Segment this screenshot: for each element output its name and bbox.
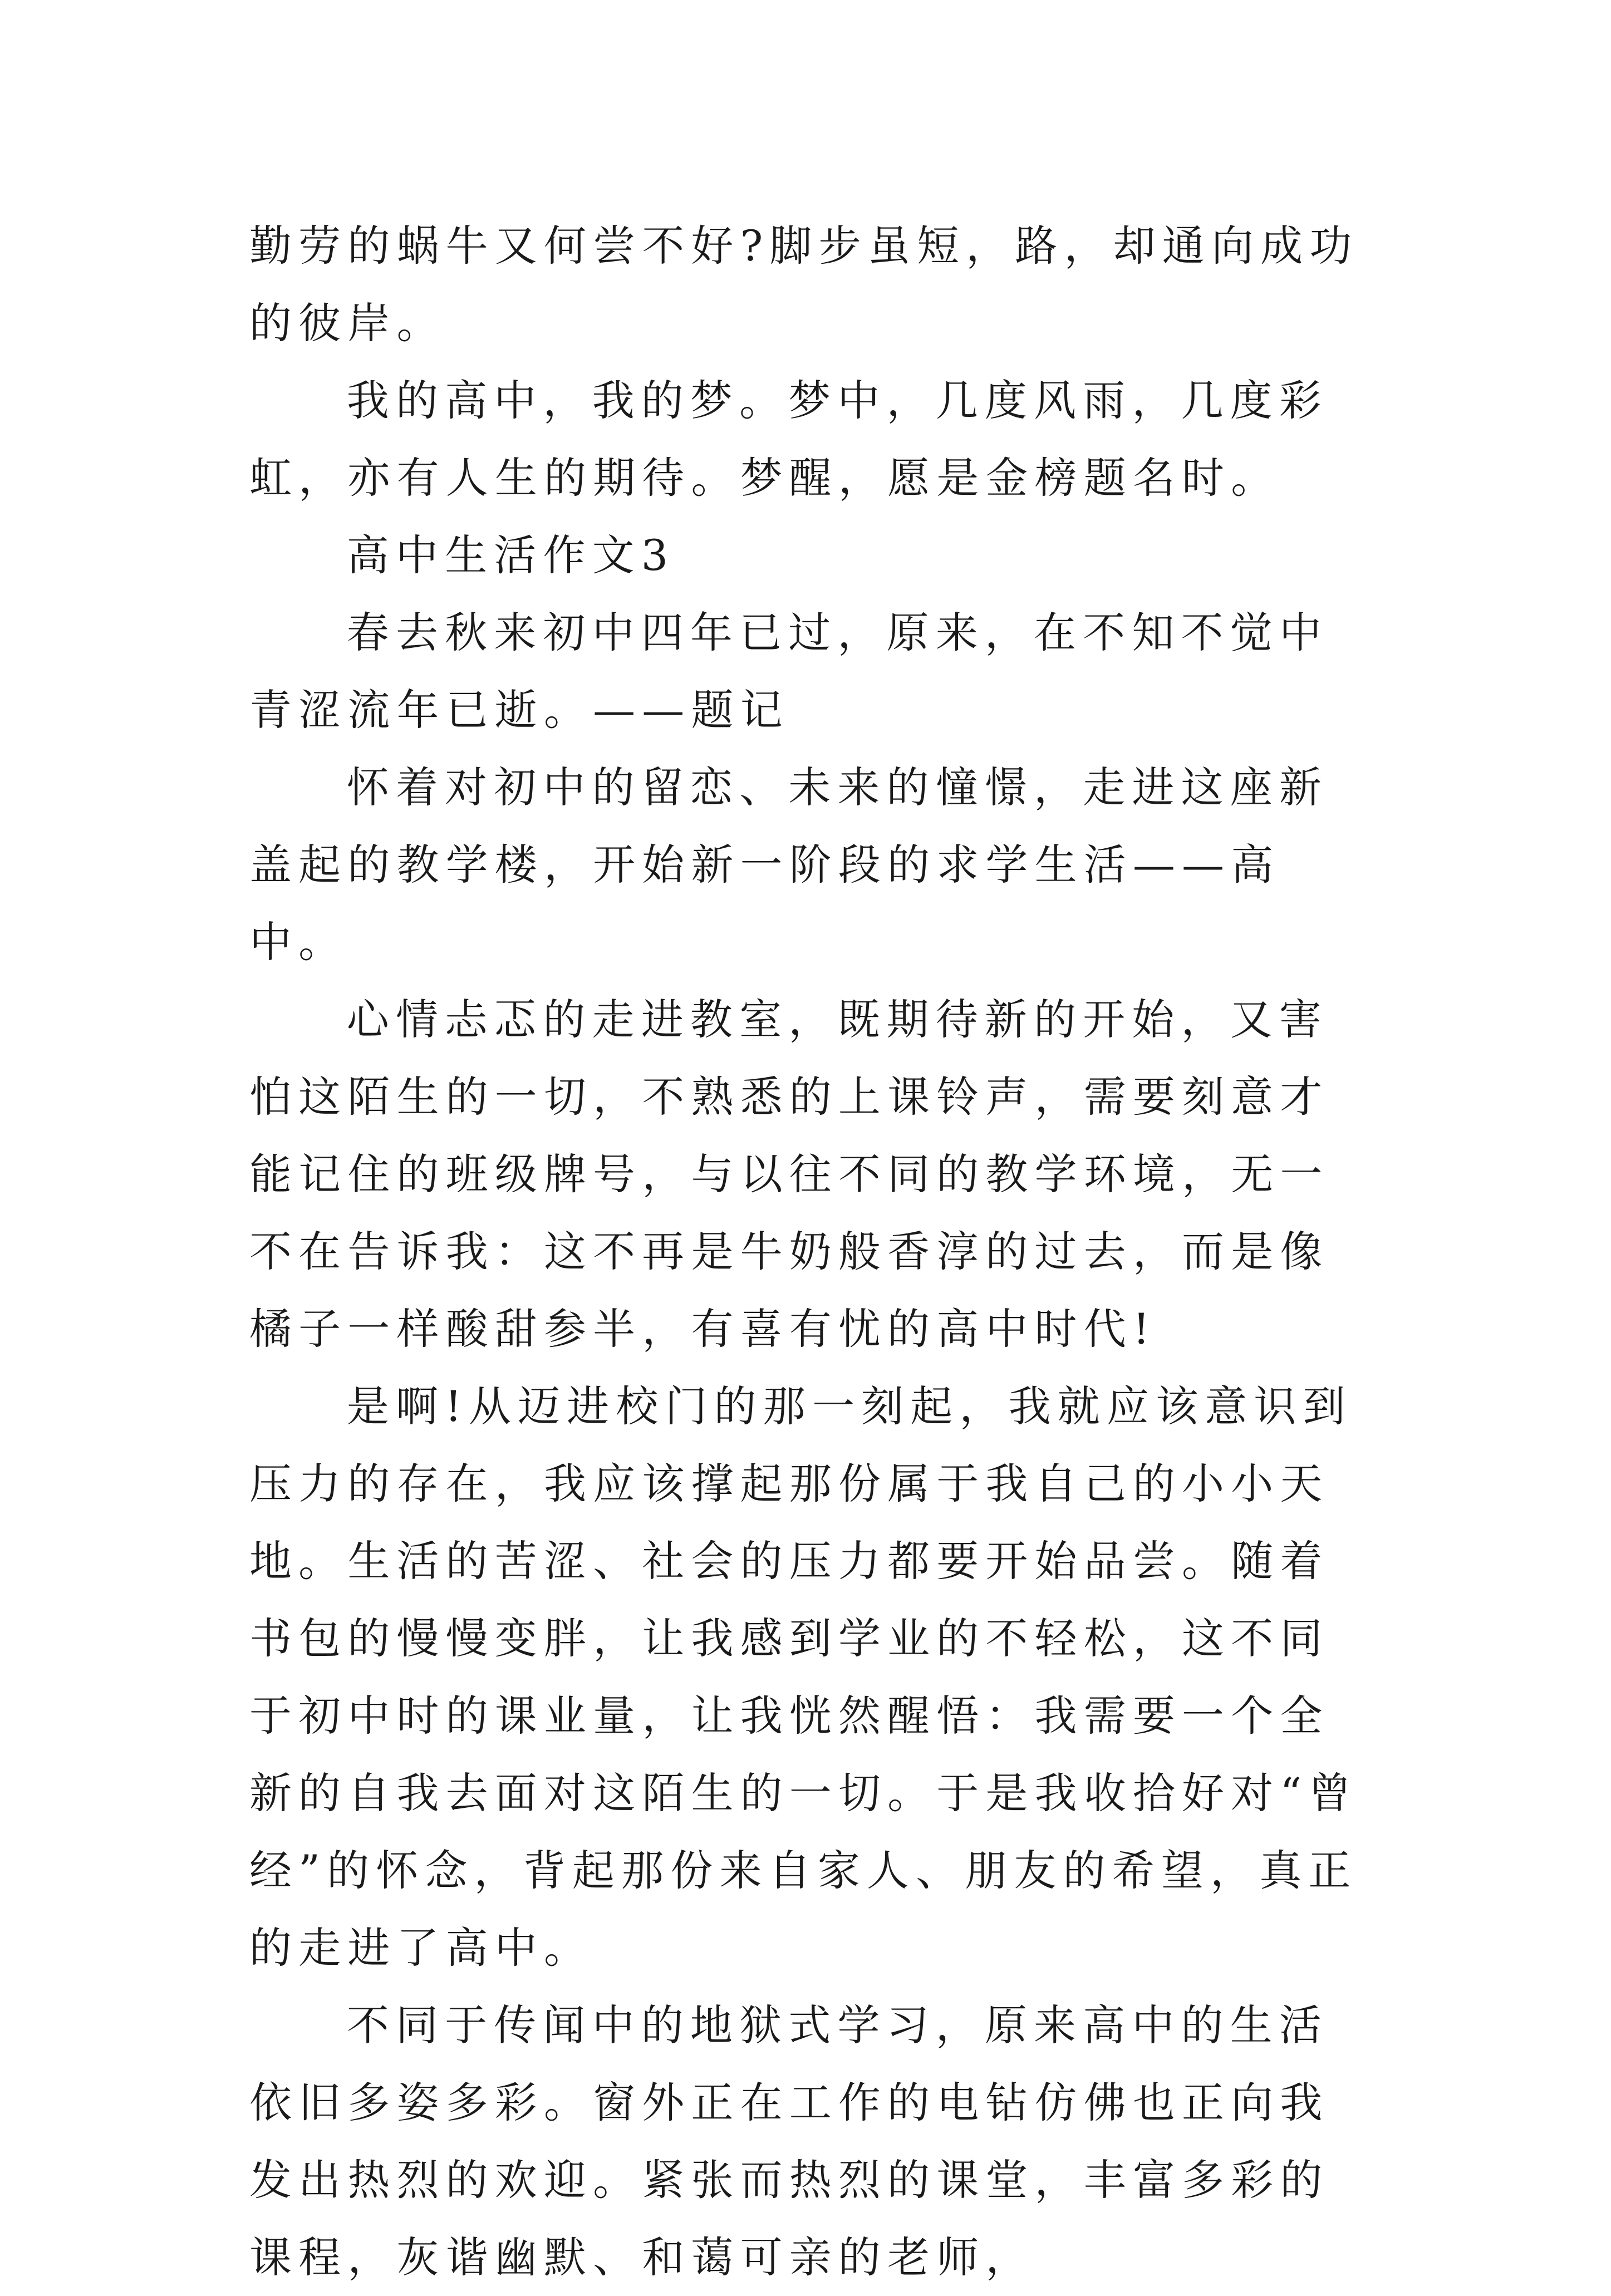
paragraph: 我的高中，我的梦。梦中，几度风雨，几度彩虹，亦有人生的期待。梦醒，愿是金榜题名时。 [249,376,1328,503]
essay-heading: 高中生活作文3 [346,530,675,580]
paragraph: 春去秋来初中四年已过，原来，在不知不觉中青涩流年已逝。——题记 [249,608,1328,735]
paragraph: 不同于传闻中的地狱式学习，原来高中的生活依旧多姿多彩。窗外正在工作的电钻仿佛也正向我发出热烈的欢迎。紧张而热烈的课堂，丰富多彩的课程，灰谐幽默、和蔼可亲的老师， [249,2000,1329,2282]
paragraph: 心情忐忑的走进教室，既期待新的开始，又害怕这陌生的一切，不熟悉的上课铃声，需要刻意才能记住的班级牌号，与以往不同的教学环境，无一不在告诉我：这不再是牛奶般香淳的过去，而是像橘子一样酸甜参半，有喜有忧的高中时代! [249,995,1329,1354]
paragraph-continuation: 勤劳的蜗牛又何尝不好?脚步虽短，路，却通向成功的彼岸。 [249,221,1359,348]
document-body [249,207,1368,2296]
paragraph: 是啊!从迈进校门的那一刻起，我就应该意识到压力的存在，我应该撑起那份属于我自己的小小天地。生活的苦涩、社会的压力都要开始品尝。随着书包的慢慢变胖，让我感到学业的不轻松，这不同于初中时的课业量，让我恍然醒悟：我需要一个全新的自我去面对这陌生的一切。于是我收拾好对“曾经”的怀念，背起那份来自家人、朋友的希望，真正的走进了高中。 [249,1381,1358,1973]
paragraph: 怀着对初中的留恋、未来的憧憬，走进这座新盖起的教学楼，开始新一阶段的求学生活——高中。 [249,763,1328,967]
